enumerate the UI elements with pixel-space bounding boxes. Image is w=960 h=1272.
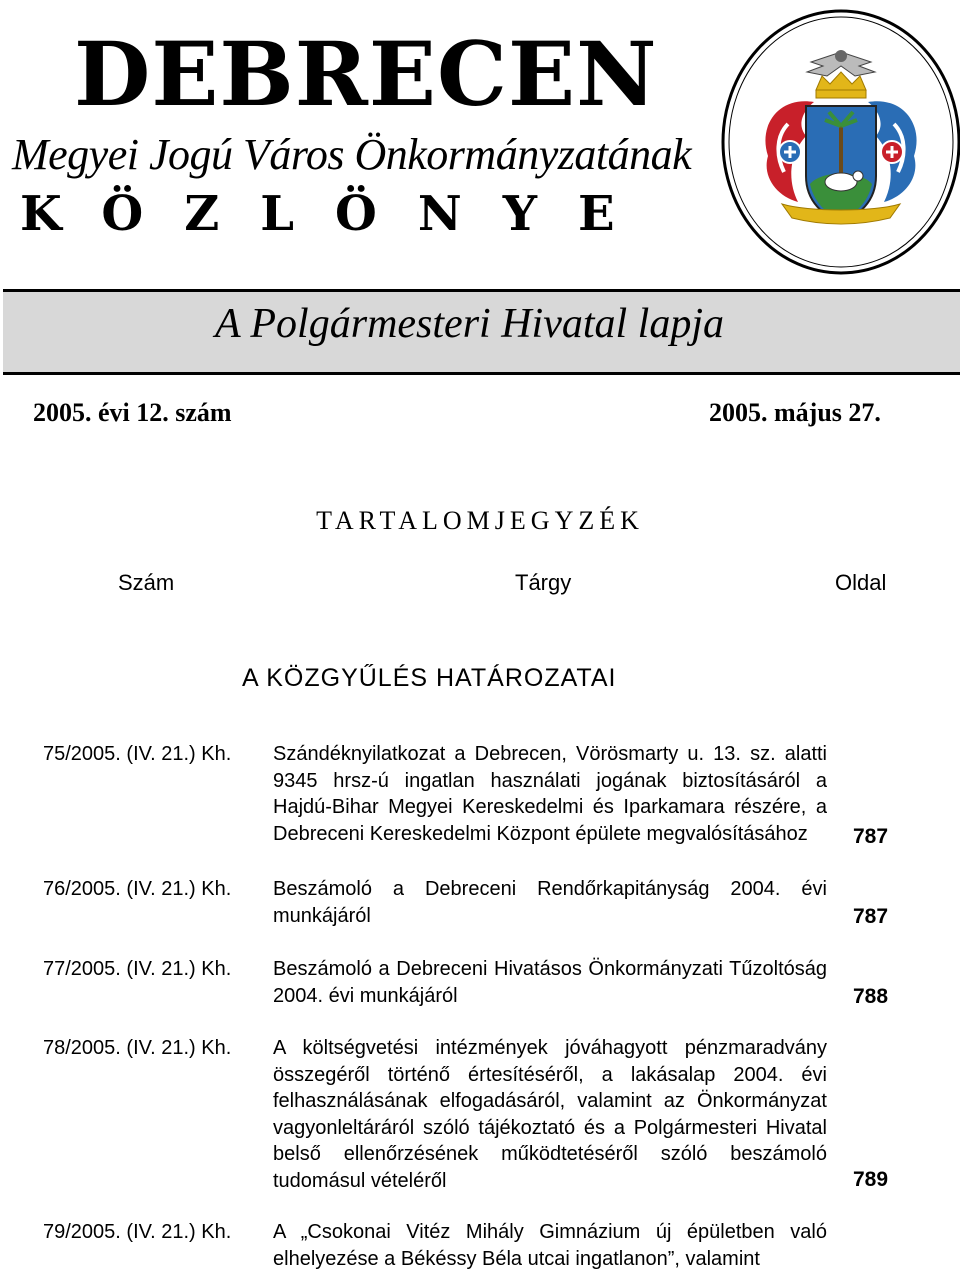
entry-page: 787 xyxy=(853,825,889,848)
issue-number: 2005. évi 12. szám xyxy=(33,398,232,427)
entry-subject: Beszámoló a Debreceni Hivatásos Önkormányzati Tűzoltóság 2004. évi munkájáról xyxy=(273,958,827,1007)
entry-number: 78/2005. (IV. 21.) Kh. xyxy=(43,1037,232,1059)
entry-subject: A költségvetési intézmények jóváhagyott pénzmaradvány összegéről történő értesítéséről, a lakásalap 2004. évi felhasználásának elfogadásáról, valamint az Önkormányzat vagyonleltáráról szóló tájékoztató és a Polgármesteri Hivatal belső ellenőrzésének működtetéséről szóló beszámoló tudomásul vételéről xyxy=(273,1037,827,1192)
entry-subject: Beszámoló a Debreceni Rendőrkapitányság 2004. évi munkájáról xyxy=(273,878,827,927)
column-header-number: Szám xyxy=(118,570,175,595)
entry-page: 787 xyxy=(853,905,889,928)
masthead-subtitle: Megyei Jogú Város Önkormányzatának xyxy=(12,130,692,179)
entry-page: 789 xyxy=(853,1168,889,1191)
entry-subject: Szándéknyilatkozat a Debrecen, Vörösmarty u. 13. sz. alatti 9345 hrsz-ú ingatlan használati jogának biztosításáról a Hajdú-Bihar Megyei Kereskedelmi és Iparkamara részére, a Debreceni Kereskedelmi Központ épülete megvalósításához xyxy=(273,743,827,845)
entry-number: 75/2005. (IV. 21.) Kh. xyxy=(43,743,232,765)
entry-number: 77/2005. (IV. 21.) Kh. xyxy=(43,958,232,980)
entry-subject: A „Csokonai Vitéz Mihály Gimnázium új épületben való elhelyezése a Békéssy Béla utcai ingatlanon”, valamint xyxy=(273,1221,827,1270)
column-header-page: Oldal xyxy=(835,570,887,595)
issue-date: 2005. május 27. xyxy=(709,398,881,427)
entry-number: 79/2005. (IV. 21.) Kh. xyxy=(43,1221,232,1243)
masthead-kozlony: KÖZLÖNYE xyxy=(20,186,656,242)
section-title: A KÖZGYŰLÉS HATÁROZATAI xyxy=(242,664,617,692)
entry-page: 788 xyxy=(853,985,889,1008)
banner-text: A Polgármesteri Hivatal lapja xyxy=(215,301,725,347)
column-header-subject: Tárgy xyxy=(515,570,572,595)
masthead-city: DEBRECEN xyxy=(74,22,658,126)
coat-of-arms-icon xyxy=(718,6,960,276)
entry-number: 76/2005. (IV. 21.) Kh. xyxy=(43,878,232,900)
toc-title: TARTALOMJEGYZÉK xyxy=(316,506,644,535)
